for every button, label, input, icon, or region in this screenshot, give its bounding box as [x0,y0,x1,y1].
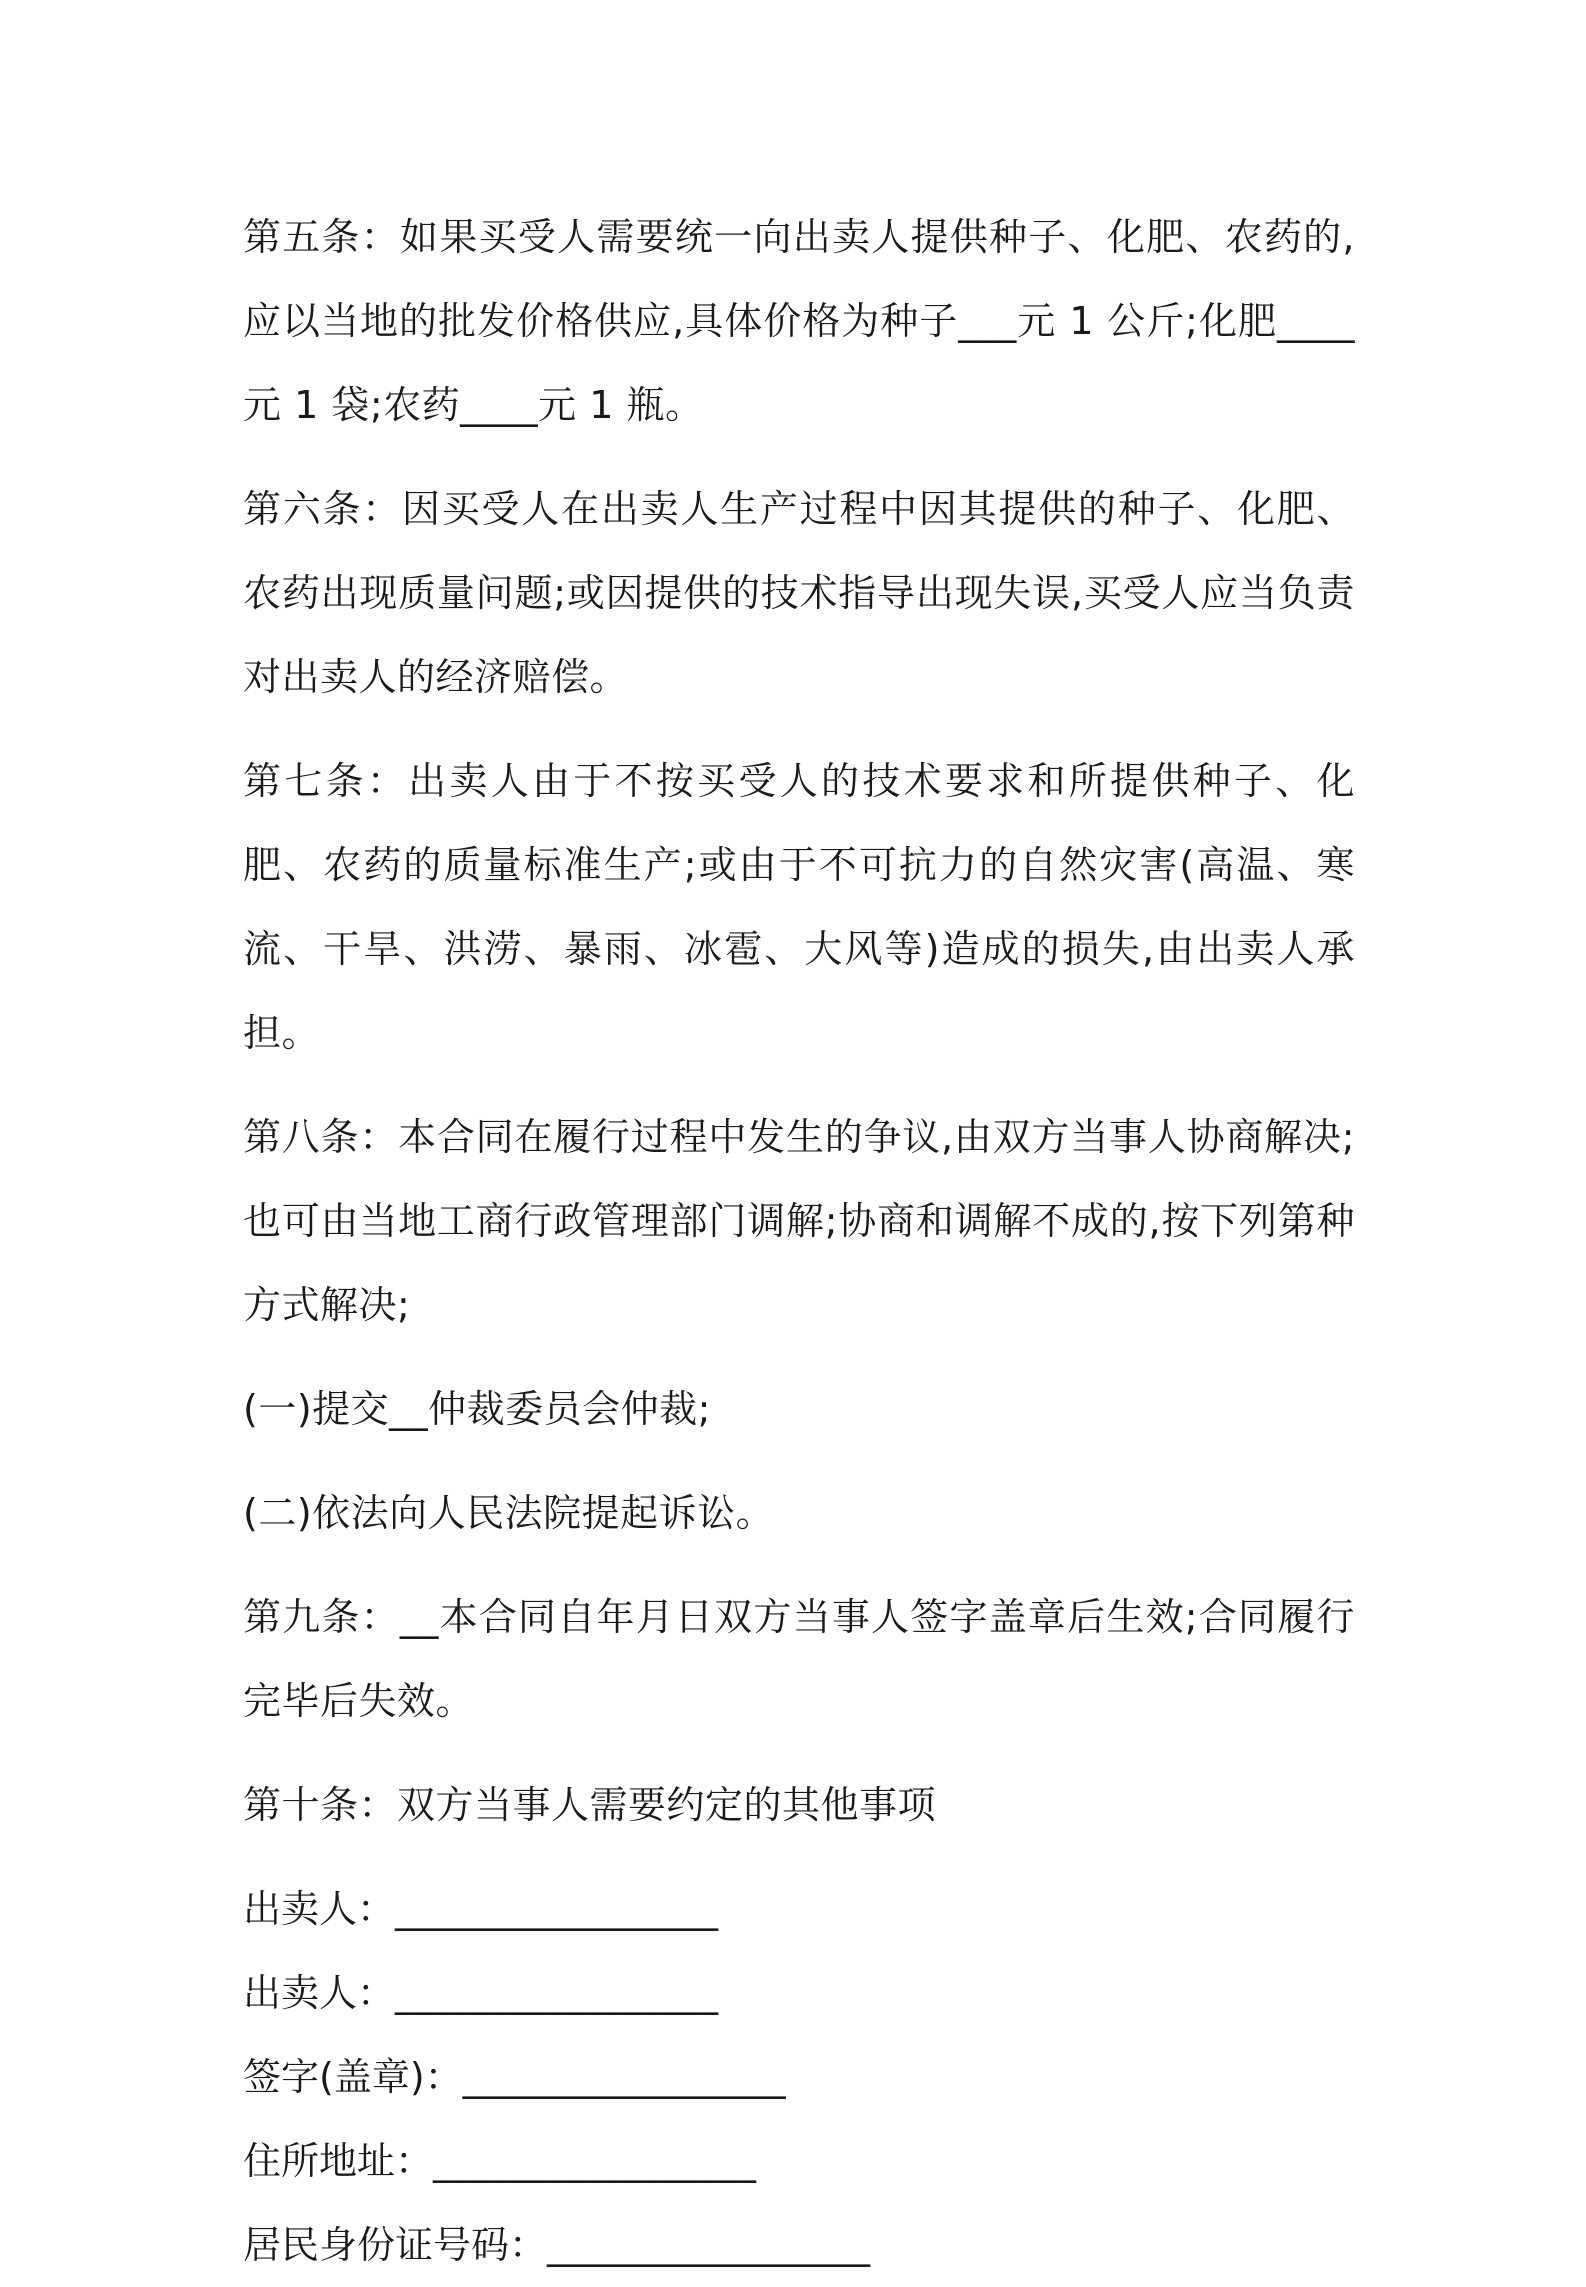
field-label: 出卖人： [243,1887,396,1931]
article-8-option-2: (二)依法向人民法院提起诉讼。 [243,1491,775,1535]
article-8: 第八条：本合同在履行过程中发生的争议,由双方当事人协商解决;也可由当地工商行政管理部门调解;协商和调解不成的,按下列第种方式解决; [243,1115,1355,1327]
field-blank: _________________ [462,2055,786,2099]
seller-field-2 [243,1951,1355,2035]
field-label: 出卖人： [243,1971,396,2015]
field-blank: _________________ [433,2139,757,2183]
field-label: 签字(盖章)： [243,2055,463,2099]
article-8-option-1: (一)提交__仲裁委员会仲裁; [243,1387,711,1431]
field-blank: _________________ [547,2223,871,2267]
signature-field [243,2035,1355,2119]
article-9: 第九条：__本合同自年月日双方当事人签字盖章后生效;合同履行完毕后失效。 [243,1595,1355,1723]
field-blank: _________________ [395,1971,719,2015]
field-label: 住所地址： [243,2139,434,2183]
id-number-field [243,2203,1355,2287]
article-10: 第十条：双方当事人需要约定的其他事项 [243,1783,937,1827]
address-field [243,2119,1355,2203]
field-label: 居民身份证号码： [243,2223,548,2267]
seller-field-1 [243,1867,1355,1951]
article-6: 第六条：因买受人在出卖人生产过程中因其提供的种子、化肥、农药出现质量问题;或因提供的技术指导出现失误,买受人应当负责对出卖人的经济赔偿。 [243,487,1355,699]
contract-page [243,195,1355,2287]
field-blank: _________________ [395,1887,719,1931]
article-7: 第七条：出卖人由于不按买受人的技术要求和所提供种子、化肥、农药的质量标准生产;或由于不可抗力的自然灾害(高温、寒流、干旱、洪涝、暴雨、冰雹、大风等)造成的损失,由出卖人承担。 [243,759,1355,1055]
article-5: 第五条：如果买受人需要统一向出卖人提供种子、化肥、农药的,应以当地的批发价格供应,具体价格为种子___元 1 公斤;化肥____元 1 袋;农药____元 1 瓶。 [243,215,1355,427]
